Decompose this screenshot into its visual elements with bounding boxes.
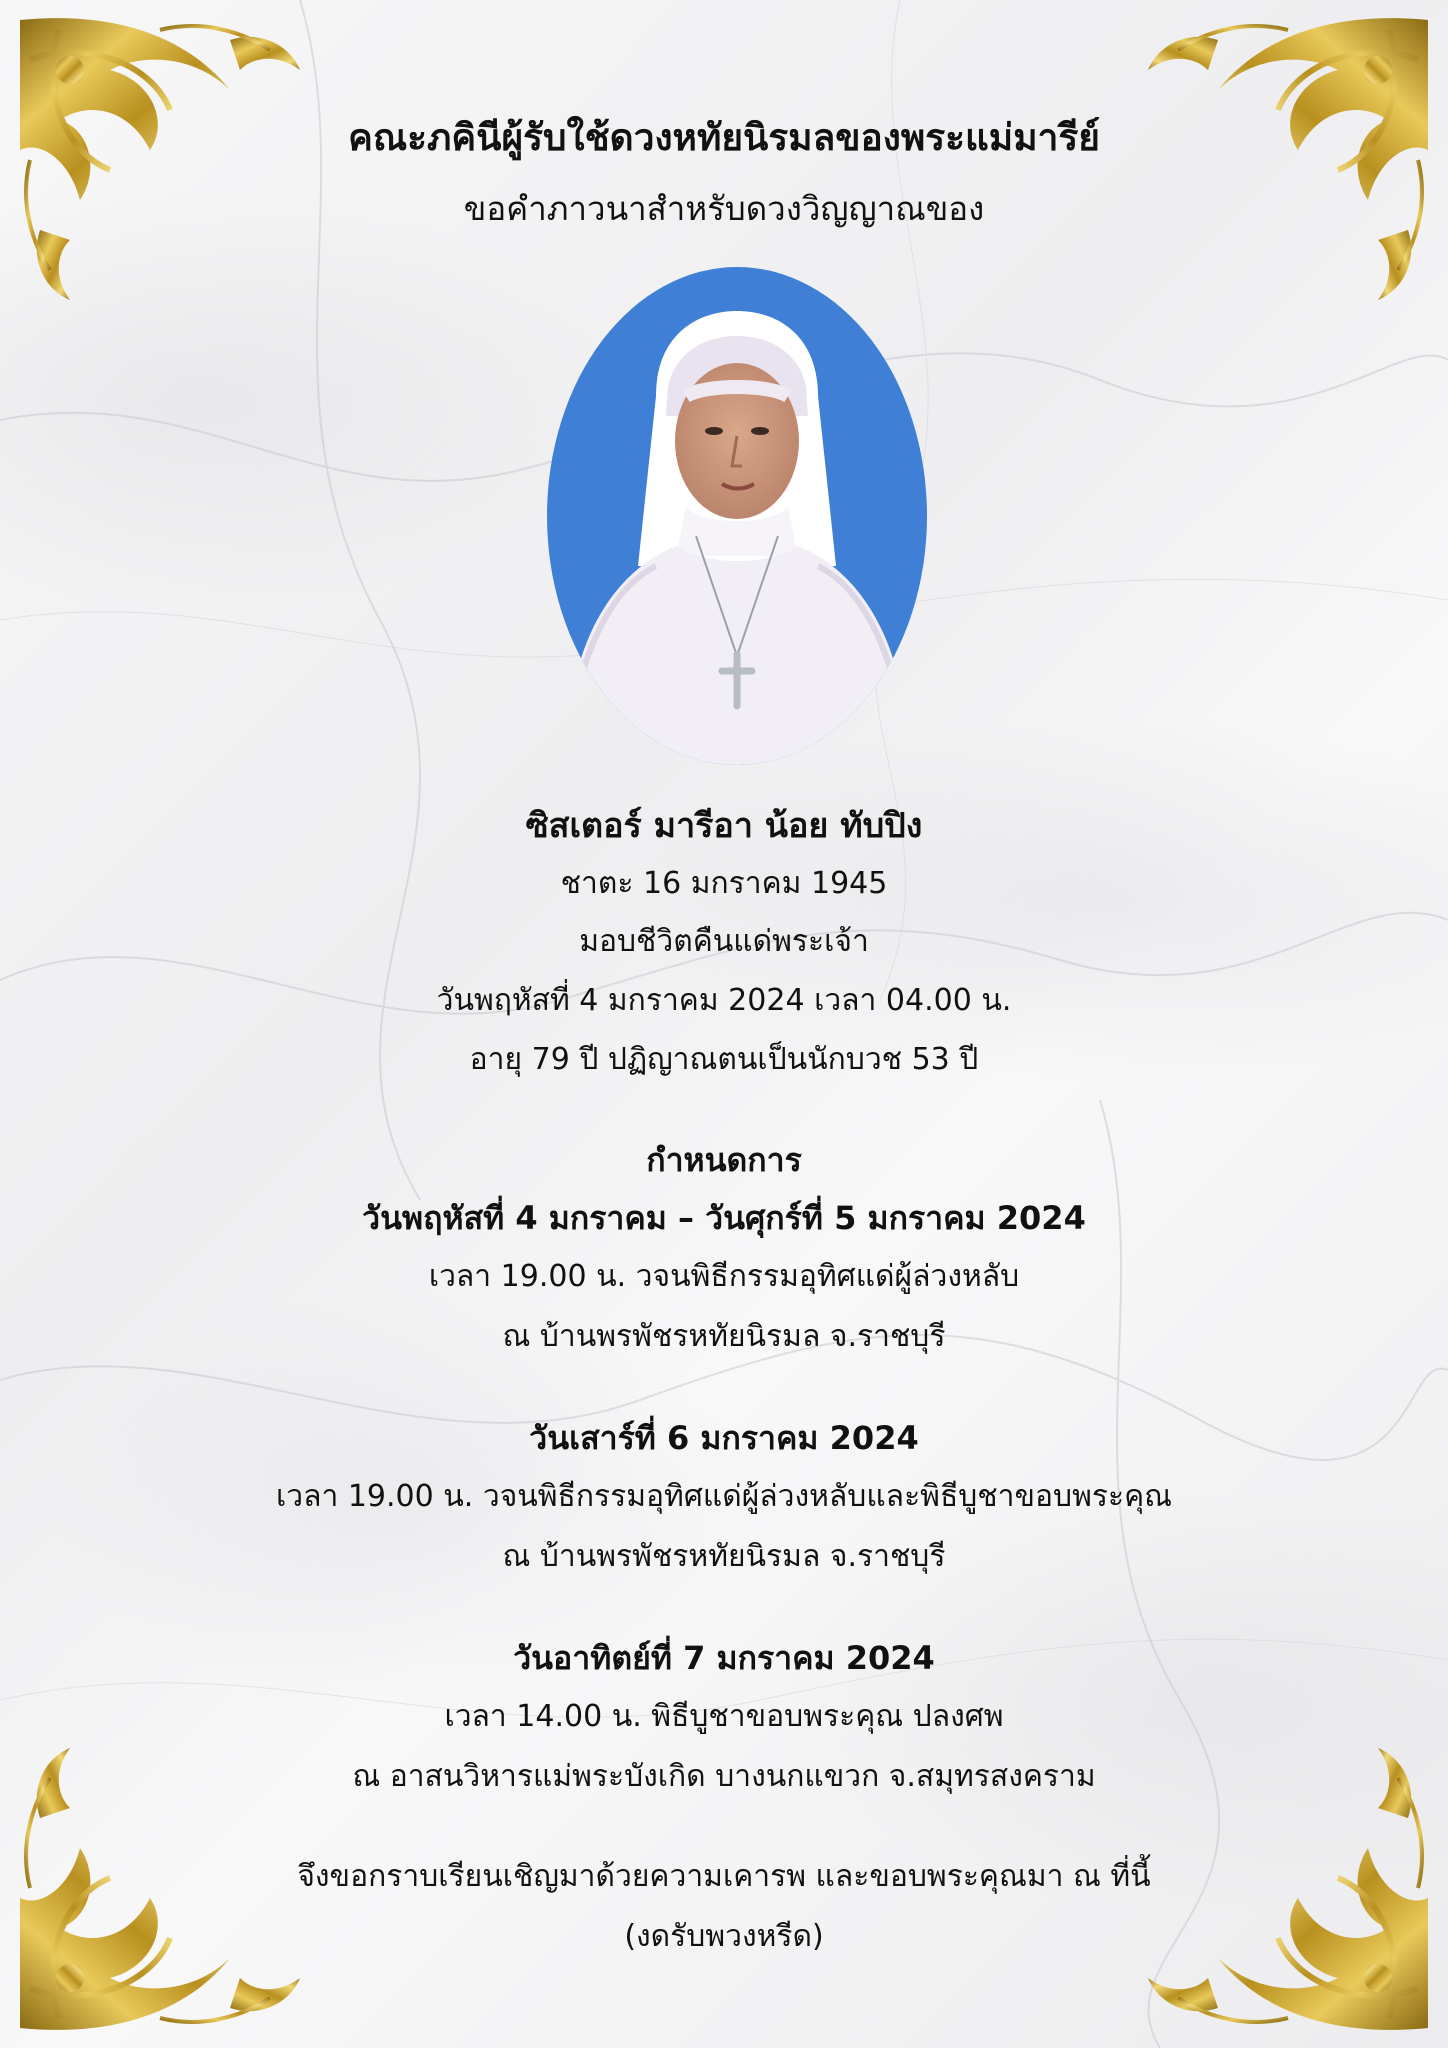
passed-label: มอบชีวิตคืนแด่พระเจ้า [579,924,869,959]
event-detail: เวลา 14.00 น. พิธีบูชาขอบพระคุณ ปลงศพ [444,1699,1004,1734]
event-date: วันเสาร์ที่ 6 มกราคม 2024 [529,1419,919,1457]
prayer-request: ขอคำภาวนาสำหรับดวงวิญญาณของ [463,189,985,228]
event-detail: เวลา 19.00 น. วจนพิธีกรรมอุทิศแด่ผู้ล่วงหลับและพิธีบูชาขอบพระคุณ [275,1479,1172,1514]
deceased-name: ซิสเตอร์ มารีอา น้อย ทับปิง [525,806,923,846]
birth-date: ชาตะ 16 มกราคม 1945 [560,866,888,901]
event-detail: เวลา 19.00 น. วจนพิธีกรรมอุทิศแด่ผู้ล่วงหลับ [428,1259,1020,1294]
event-place: ณ บ้านพรพัชรหทัยนิรมล จ.ราชบุรี [502,1539,946,1574]
portrait-photo [546,266,928,766]
age-info: อายุ 79 ปี ปฏิญาณตนเป็นนักบวช 53 ปี [469,1042,979,1077]
event-date: วันอาทิตย์ที่ 7 มกราคม 2024 [513,1639,935,1677]
no-wreath-note: (งดรับพวงหรีด) [624,1919,824,1954]
event-date: วันพฤหัสที่ 4 มกราคม – วันศุกร์ที่ 5 มกราคม 2024 [362,1199,1086,1237]
invitation-text: จึงขอกราบเรียนเชิญมาด้วยความเคารพ และขอบพระคุณมา ณ ที่นี้ [297,1859,1151,1894]
event-place: ณ บ้านพรพัชรหทัยนิรมล จ.ราชบุรี [502,1319,946,1354]
organization-title: คณะภคินีผู้รับใช้ดวงหทัยนิรมลของพระแม่มารีย์ [348,116,1100,159]
passed-date: วันพฤหัสที่ 4 มกราคม 2024 เวลา 04.00 น. [436,983,1012,1018]
schedule-heading: กำหนดการ [646,1141,802,1179]
event-place: ณ อาสนวิหารแม่พระบังเกิด บางนกแขวก จ.สมุทรสงคราม [352,1759,1096,1794]
